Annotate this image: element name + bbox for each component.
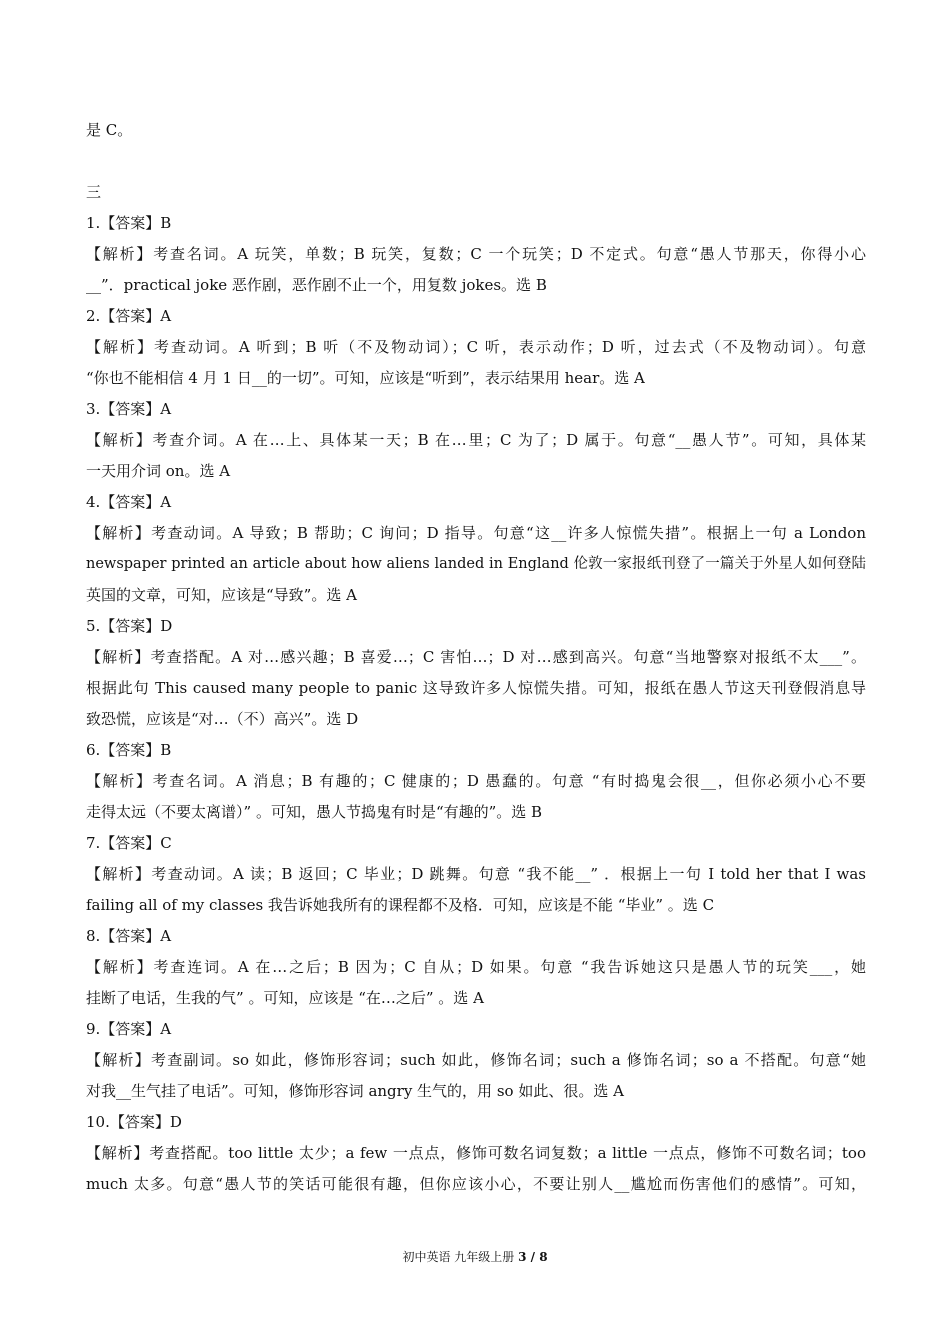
analysis-4-line-2: newspaper printed an article about how aliens landed in England 伦敦一家报纸刊登了一篇关于外星人如何登陆 — [86, 556, 866, 572]
answer-content — [86, 115, 866, 1200]
spacer — [86, 146, 866, 177]
analysis-5-line-3: 致恐慌，应该是“对…（不）高兴”。选 D — [86, 710, 359, 728]
analysis-8-line-1: 【解析】考查连词。A 在…之后；B 因为；C 自从；D 如果。句意 “我告诉她这只是愚人节的玩笑___，她 — [86, 958, 866, 976]
analysis-2-line-1: 【解析】考查动词。A 听到；B 听（不及物动词）；C 听，表示动作；D 听，过去式（不及物动词）。句意 — [86, 338, 866, 356]
answer-8: 8.【答案】A — [86, 927, 172, 945]
analysis-4-line-1: 【解析】考查动词。A 导致；B 帮助；C 询问；D 指导。句意“这__许多人惊慌失措”。根据上一句 a London — [86, 524, 866, 542]
analysis-3-line-1: 【解析】考查介词。A 在…上、具体某一天；B 在…里；C 为了；D 属于。句意“__愚人节”。可知，具体某 — [86, 431, 866, 449]
answer-1: 1.【答案】B — [86, 214, 172, 232]
answer-6: 6.【答案】B — [86, 741, 172, 759]
analysis-6-line-1: 【解析】考查名词。A 消息；B 有趣的；C 健康的；D 愚蠢的。句意 “有时捣鬼会很__，但你必须小心不要 — [86, 772, 866, 790]
previous-answer-tail: 是 C。 — [86, 121, 133, 139]
analysis-8-line-2: 挂断了电话，生我的气” 。可知，应该是 “在…之后” 。选 A — [86, 989, 484, 1007]
footer-subject: 初中英语 九年级上册 — [402, 1250, 515, 1264]
section-heading: 三 — [86, 183, 102, 201]
answer-9: 9.【答案】A — [86, 1020, 172, 1038]
analysis-4-line-3: 英国的文章，可知，应该是“导致”。选 A — [86, 586, 357, 604]
answer-2: 2.【答案】A — [86, 307, 172, 325]
answer-4: 4.【答案】A — [86, 493, 172, 511]
analysis-9-line-2: 对我__生气挂了电话”。可知，修饰形容词 angry 生气的，用 so 如此、很。选 A — [86, 1082, 624, 1100]
analysis-7-line-1: 【解析】考查动词。A 读；B 返回；C 毕业；D 跳舞。句意 “我不能__” ．根据上一句 I told her that I was — [86, 865, 866, 883]
analysis-7-line-2: failing all of my classes 我告诉她我所有的课程都不及格．可知，应该是不能 “毕业” 。选 C — [86, 896, 715, 914]
analysis-1-line-2: __”．practical joke 恶作剧，恶作剧不止一个，用复数 jokes。选 B — [86, 276, 547, 294]
answer-3: 3.【答案】A — [86, 400, 172, 418]
analysis-10-line-1: 【解析】考查搭配。too little 太少；a few 一点点，修饰可数名词复数；a little 一点点，修饰不可数名词；too — [86, 1144, 866, 1162]
analysis-5-line-2: 根据此句 This caused many people to panic 这导致许多人惊慌失措。可知，报纸在愚人节这天刊登假消息导 — [86, 679, 866, 697]
analysis-9-line-1: 【解析】考查副词。so 如此，修饰形容词；such 如此，修饰名词；such a 修饰名词；so a 不搭配。句意“她 — [86, 1051, 866, 1069]
analysis-5-line-1: 【解析】考查搭配。A 对…感兴趣；B 喜爱…；C 害怕…；D 对…感到高兴。句意“当地警察对报纸不太___”。 — [86, 648, 866, 666]
page-footer — [0, 1249, 950, 1265]
page-number: 3 / 8 — [518, 1250, 548, 1264]
answer-7: 7.【答案】C — [86, 834, 172, 852]
analysis-2-line-2: “你也不能相信 4 月 1 日__的一切”。可知，应该是“听到”，表示结果用 hear。选 A — [86, 369, 645, 387]
analysis-6-line-2: 走得太远（不要太离谱）” 。可知，愚人节捣鬼有时是“有趣的”。选 B — [86, 803, 543, 821]
answer-10: 10.【答案】D — [86, 1113, 182, 1131]
analysis-3-line-2: 一天用介词 on。选 A — [86, 462, 231, 480]
answer-5: 5.【答案】D — [86, 617, 173, 635]
analysis-1-line-1: 【解析】考查名词。A 玩笑，单数；B 玩笑，复数；C 一个玩笑；D 不定式。句意“愚人节那天，你得小心 — [86, 245, 866, 263]
analysis-10-line-2: much 太多。句意“愚人节的笑话可能很有趣，但你应该小心，不要让别人__尴尬而伤害他们的感情”。可知， — [86, 1175, 866, 1193]
